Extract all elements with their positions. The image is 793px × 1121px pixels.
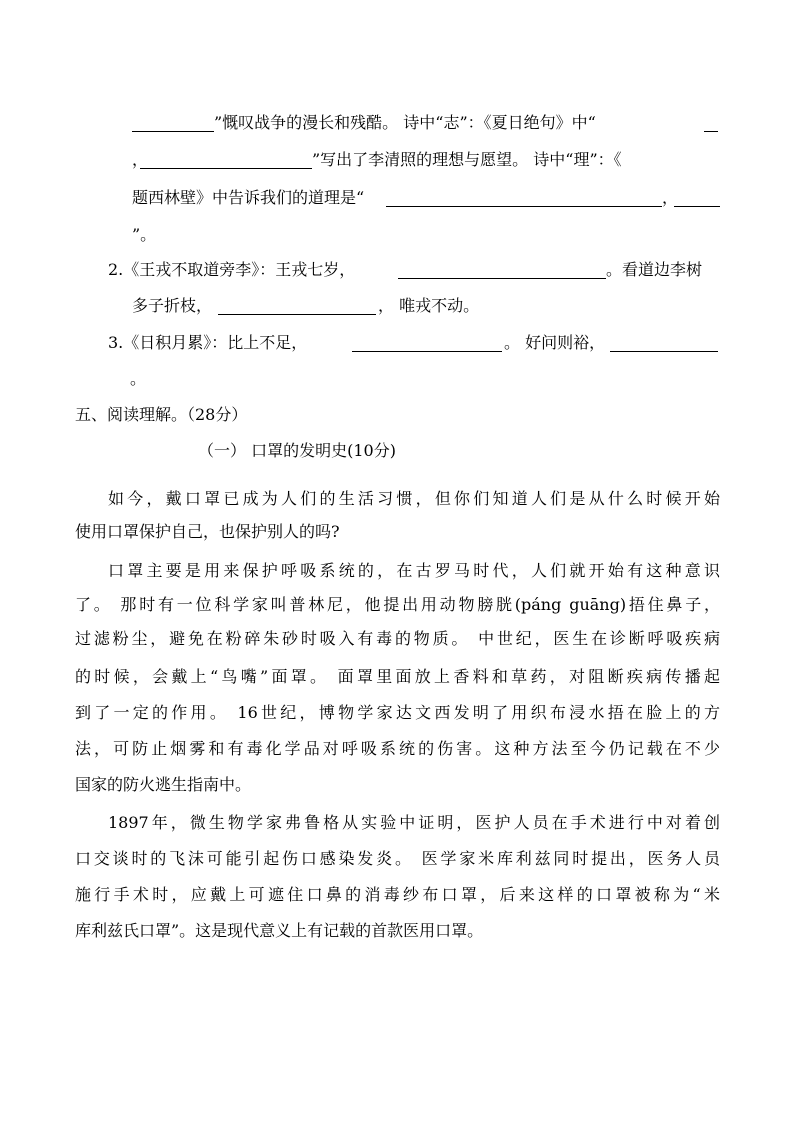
answer-blank[interactable] (140, 168, 312, 169)
passage-line: 的时候，会戴上“鸟嘴”面罩。 面罩里面放上香料和草药，对阻断疾病传播起 (75, 667, 720, 686)
question-text: ， 唯戎不动。 (378, 296, 480, 315)
passage-line: 使用口罩保护自己，也保护别人的吗? (75, 522, 340, 541)
fill-text: ， (662, 188, 679, 207)
passage-line: 国家的防火逃生指南中。 (75, 775, 252, 794)
passage-line: 施行手术时，应戴上可遮住口鼻的消毒纱布口罩，后来这样的口罩被称为“米 (75, 885, 720, 904)
fill-text: ”写出了李清照的理想与愿望。 诗中“理”：《 (312, 150, 622, 169)
answer-blank[interactable] (610, 351, 718, 352)
fill-text: ， (132, 150, 149, 169)
answer-blank[interactable] (218, 314, 376, 315)
passage-line: 库利兹氏口罩”。这是现代意义上有记载的首款医用口罩。 (75, 921, 484, 940)
question-text: 。看道边李树 (606, 260, 703, 279)
answer-blank[interactable] (352, 351, 502, 352)
answer-blank[interactable] (704, 131, 718, 132)
answer-blank[interactable] (398, 278, 606, 279)
passage-line: 到了一定的作用。 16世纪，博物学家达文西发明了用织布浸水捂在脸上的方 (75, 703, 720, 722)
question-text: 多子折枝， (132, 296, 213, 315)
passage-line: 口交谈时的飞沫可能引起伤口感染发炎。 医学家米库利兹同时提出，医务人员 (75, 849, 720, 868)
fill-text: ”慨叹战争的漫长和残酷。 诗中“志”：《夏日绝句》中“ (214, 113, 596, 132)
fill-text: 题西林壁》中告诉我们的道理是“ (132, 188, 365, 207)
passage-line: 如今，戴口罩已成为人们的生活习惯，但你们知道人们是从什么时候开始 (108, 489, 720, 508)
answer-blank[interactable] (132, 131, 214, 132)
section-title: 五、阅读理解。（28分） (75, 405, 248, 424)
passage-line: 1897年，微生物学家弗鲁格从实验中证明，医护人员在手术进行中对着创 (108, 813, 720, 832)
question-text: 。 好问则裕， (504, 333, 606, 352)
passage-line: 口罩主要是用来保护呼吸系统的，在古罗马时代，人们就开始有这种意识 (108, 561, 720, 580)
passage-line: 过滤粉尘，避免在粉碎朱砂时吸入有毒的物质。 中世纪，医生在诊断呼吸疾病 (75, 629, 720, 648)
passage-line: 了。 那时有一位科学家叫普林尼，他提出用动物膀胱(páng guāng)捂住鼻子， (75, 595, 720, 614)
passage-title: （一） 口罩的发明史(10分) (198, 441, 396, 460)
question-text: 3.《日积月累》：比上不足， (108, 333, 308, 352)
fill-text: ”。 (132, 225, 157, 244)
answer-blank[interactable] (386, 206, 662, 207)
question-text: 。 (130, 369, 147, 388)
question-text: 2.《王戎不取道旁李》：王戎七岁， (108, 260, 356, 279)
passage-line: 法，可防止烟雾和有毒化学品对呼吸系统的伤害。这种方法至今仍记载在不少 (75, 739, 720, 758)
answer-blank[interactable] (674, 206, 720, 207)
